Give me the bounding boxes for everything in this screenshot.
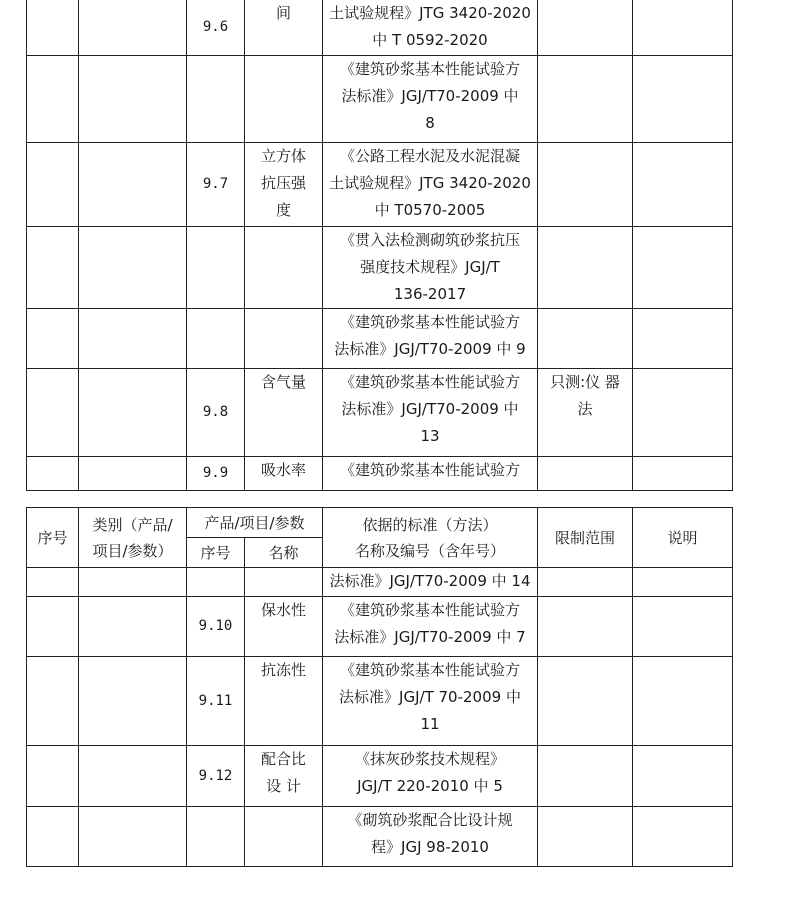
limit-cell [538, 143, 633, 227]
standard-line: 《砌筑砂浆配合比设计规 [347, 811, 513, 829]
header-group: 产品/项目/参数 [187, 508, 323, 538]
table-row [27, 369, 733, 457]
standard-line: 法标准》JGJ/T70-2009 中 7 [334, 628, 526, 646]
name-line: 抗冻性 [260, 661, 306, 679]
table-row [27, 0, 733, 56]
table-row [27, 143, 733, 227]
row-index-cell [27, 746, 79, 807]
standard-line: 《建筑砂浆基本性能试验方 [339, 461, 520, 479]
standard-cell [323, 227, 538, 309]
name-cell [245, 369, 323, 457]
header-sub-name: 名称 [245, 538, 323, 568]
standard-line: 11 [420, 715, 440, 733]
seq-cell: 9.8 [187, 369, 245, 457]
category-cell [79, 597, 187, 657]
standard-line: 强度技术规程》JGJ/T [360, 258, 500, 276]
standards-table-bottom [26, 507, 733, 867]
note-cell [633, 746, 733, 807]
table-row [27, 457, 733, 491]
seq-cell [187, 227, 245, 309]
standard-line: 《建筑砂浆基本性能试验方 [339, 313, 520, 331]
note-cell [633, 143, 733, 227]
limit-cell [538, 369, 633, 457]
standard-line: 《建筑砂浆基本性能试验方 [339, 373, 520, 391]
seq-cell [187, 56, 245, 143]
note-cell [633, 457, 733, 491]
name-line: 间 [275, 4, 291, 22]
note-cell [633, 657, 733, 746]
note-cell [633, 0, 733, 56]
category-cell [79, 746, 187, 807]
seq-cell [187, 309, 245, 369]
standard-line: 法标准》JGJ/T70-2009 中 [341, 400, 519, 418]
category-cell [79, 227, 187, 309]
standard-cell [323, 309, 538, 369]
name-line: 设 计 [266, 777, 301, 795]
limit-cell [538, 0, 633, 56]
standards-table-top [26, 0, 733, 491]
name-cell [245, 309, 323, 369]
header-limit: 限制范围 [538, 508, 633, 568]
standard-line: 《建筑砂浆基本性能试验方 [339, 661, 520, 679]
standard-line: 《建筑砂浆基本性能试验方 [339, 60, 520, 78]
row-index-cell [27, 0, 79, 56]
table-body-top [27, 0, 733, 491]
standard-cell [323, 597, 538, 657]
note-cell [633, 597, 733, 657]
header-seq: 序号 [27, 508, 79, 568]
limit-cell [538, 309, 633, 369]
row-index-cell [27, 369, 79, 457]
category-cell [79, 143, 187, 227]
limit-cell [538, 227, 633, 309]
limit-cell [538, 568, 633, 597]
seq-cell: 9.11 [187, 657, 245, 746]
table-row [27, 56, 733, 143]
row-index-cell [27, 568, 79, 597]
standard-line: JGJ/T 220-2010 中 5 [357, 777, 503, 795]
category-cell [79, 0, 187, 56]
row-index-cell [27, 457, 79, 491]
name-line: 含气量 [260, 373, 306, 391]
seq-cell: 9.12 [187, 746, 245, 807]
limit-cell [538, 746, 633, 807]
category-cell [79, 568, 187, 597]
name-line: 度 [275, 201, 291, 219]
note-cell [633, 369, 733, 457]
standard-cell [323, 143, 538, 227]
standard-line: 136-2017 [393, 285, 467, 303]
name-cell [245, 746, 323, 807]
note-cell [633, 227, 733, 309]
table-row [27, 309, 733, 369]
note-cell [633, 568, 733, 597]
category-cell [79, 807, 187, 867]
name-cell [245, 657, 323, 746]
limit-line: 法 [577, 400, 593, 418]
standard-line: 8 [425, 114, 435, 132]
standard-cell [323, 746, 538, 807]
standard-cell [323, 657, 538, 746]
seq-cell: 9.6 [187, 0, 245, 56]
standard-cell [323, 0, 538, 56]
seq-cell: 9.10 [187, 597, 245, 657]
seq-cell: 9.9 [187, 457, 245, 491]
row-index-cell [27, 143, 79, 227]
name-cell [245, 227, 323, 309]
name-line: 配合比 [260, 750, 306, 768]
table-row [27, 597, 733, 657]
name-cell [245, 597, 323, 657]
standard-line: 《贯入法检测砌筑砂浆抗压 [339, 231, 520, 249]
name-line: 吸水率 [260, 461, 306, 479]
table-row [27, 746, 733, 807]
standard-line: 法标准》JGJ/T 70-2009 中 [339, 688, 521, 706]
limit-cell [538, 597, 633, 657]
limit-cell [538, 56, 633, 143]
row-index-cell [27, 657, 79, 746]
category-cell [79, 56, 187, 143]
standard-cell [323, 457, 538, 491]
name-cell [245, 807, 323, 867]
table-body-bottom [27, 568, 733, 867]
standard-line: 土试验规程》JTG 3420-2020 [329, 4, 531, 22]
limit-cell [538, 457, 633, 491]
standard-line: 程》JGJ 98-2010 [371, 838, 489, 856]
category-cell [79, 369, 187, 457]
standard-cell [323, 568, 538, 597]
table-row [27, 807, 733, 867]
standard-line: 法标准》JGJ/T70-2009 中 14 [329, 572, 531, 590]
row-index-cell [27, 227, 79, 309]
row-index-cell [27, 56, 79, 143]
standard-cell [323, 807, 538, 867]
name-cell [245, 143, 323, 227]
limit-line: 只测:仪 器 [550, 373, 620, 391]
standard-line: 土试验规程》JTG 3420-2020 [329, 174, 531, 192]
header-category-line1: 类别（产品/ [92, 515, 173, 534]
note-cell [633, 807, 733, 867]
header-note: 说明 [633, 508, 733, 568]
header-standard-line1: 依据的标准（方法） [362, 515, 498, 534]
seq-cell [187, 807, 245, 867]
seq-cell: 9.7 [187, 143, 245, 227]
header-sub-seq: 序号 [187, 538, 245, 568]
header-row-1 [27, 508, 733, 538]
table-row [27, 227, 733, 309]
table-row [27, 657, 733, 746]
header-category-line2: 项目/参数） [92, 541, 173, 560]
standard-line: 《建筑砂浆基本性能试验方 [339, 601, 520, 619]
name-cell [245, 56, 323, 143]
standard-line: 中 T 0592-2020 [372, 31, 488, 49]
note-cell [633, 309, 733, 369]
limit-cell [538, 657, 633, 746]
name-line: 保水性 [260, 601, 306, 619]
limit-cell [538, 807, 633, 867]
standard-cell [323, 369, 538, 457]
name-cell [245, 568, 323, 597]
standard-line: 《抹灰砂浆技术规程》 [354, 750, 505, 768]
standard-cell [323, 56, 538, 143]
standard-line: 法标准》JGJ/T70-2009 中 9 [334, 340, 526, 358]
header-category [79, 508, 187, 568]
name-line: 抗压强 [260, 174, 306, 192]
name-line: 立方体 [260, 147, 306, 165]
standard-line: 中 T0570-2005 [374, 201, 486, 219]
category-cell [79, 309, 187, 369]
category-cell [79, 657, 187, 746]
standard-line: 法标准》JGJ/T70-2009 中 [341, 87, 519, 105]
seq-cell [187, 568, 245, 597]
table-row [27, 568, 733, 597]
row-index-cell [27, 309, 79, 369]
header-standard-line2: 名称及编号（含年号） [354, 541, 505, 560]
header-standard [323, 508, 538, 568]
note-cell [633, 56, 733, 143]
name-cell [245, 0, 323, 56]
row-index-cell [27, 597, 79, 657]
standard-line: 《公路工程水泥及水泥混凝 [339, 147, 520, 165]
name-cell [245, 457, 323, 491]
row-index-cell [27, 807, 79, 867]
category-cell [79, 457, 187, 491]
standard-line: 13 [420, 427, 440, 445]
